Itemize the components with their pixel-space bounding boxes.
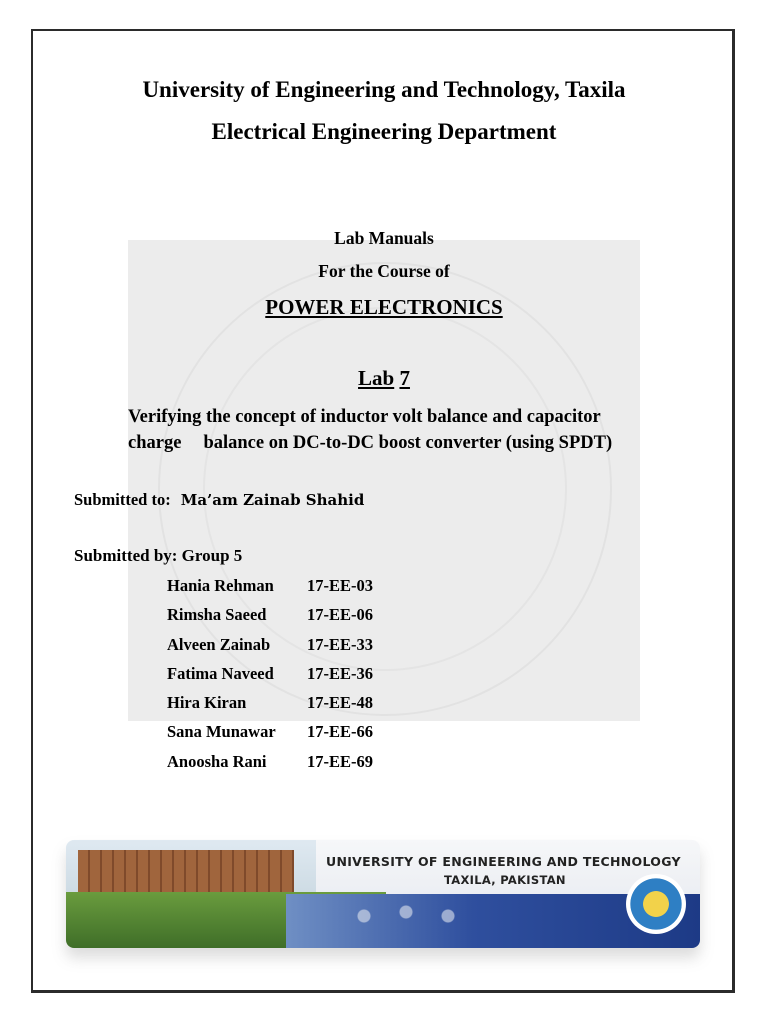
course-name-text: POWER ELECTRONICS [265, 295, 503, 319]
lab-description-line-1: Verifying the concept of inductor volt balance and capacitor [128, 407, 601, 427]
banner-subtitle: TAXILA, PAKISTAN [444, 873, 566, 887]
list-item [167, 722, 373, 751]
member-id: 17-EE-06 [307, 605, 373, 625]
member-id: 17-EE-66 [307, 722, 373, 742]
university-heading: University of Engineering and Technology, Taxila [142, 77, 626, 102]
course-name-heading [0, 295, 768, 320]
university-banner [66, 840, 700, 948]
member-name: Alveen Zainab [167, 634, 271, 654]
member-id: 17-EE-03 [307, 576, 373, 595]
member-name: Hira Kiran [167, 693, 247, 713]
member-name: Anoosha Rani [167, 751, 267, 771]
lab-number: 7 [399, 366, 410, 390]
member-name: Rimsha Saeed [167, 605, 267, 625]
lab-description-line-2 [128, 433, 612, 454]
submitted-to-label: Submitted to: [74, 490, 171, 509]
member-id: 17-EE-33 [307, 634, 373, 654]
member-name: Hania Rehman [167, 576, 274, 595]
submitted-by-label: Submitted by: Group 5 [74, 546, 243, 565]
department-heading: Electrical Engineering Department [211, 119, 557, 144]
lab-description-line-2b: balance on DC-to-DC boost converter (using SPDT) [203, 433, 613, 453]
students-image [336, 900, 476, 940]
member-name: Sana Munawar [167, 722, 276, 742]
list-item [167, 605, 373, 634]
submitted-to [74, 490, 364, 510]
member-id: 17-EE-69 [307, 751, 373, 771]
lab-number-heading [0, 366, 768, 391]
for-course-label: For the Course of [318, 261, 450, 281]
banner-title: UNIVERSITY OF ENGINEERING AND TECHNOLOGY [326, 854, 681, 869]
group-members-list [167, 576, 373, 781]
list-item [167, 752, 373, 781]
lab-label: Lab [358, 366, 395, 390]
list-item [167, 635, 373, 664]
university-logo-icon [626, 874, 686, 934]
lab-manuals-label: Lab Manuals [334, 228, 434, 248]
instructor-name: Ma’am Zainab Shahid [180, 491, 365, 509]
list-item [167, 693, 373, 722]
member-name: Fatima Naveed [167, 663, 274, 683]
list-item [167, 664, 373, 693]
campus-building-image [78, 850, 294, 894]
lab-description-line-2a: charge [128, 433, 182, 453]
member-id: 17-EE-48 [307, 693, 373, 713]
member-id: 17-EE-36 [307, 663, 373, 683]
list-item [167, 576, 373, 605]
